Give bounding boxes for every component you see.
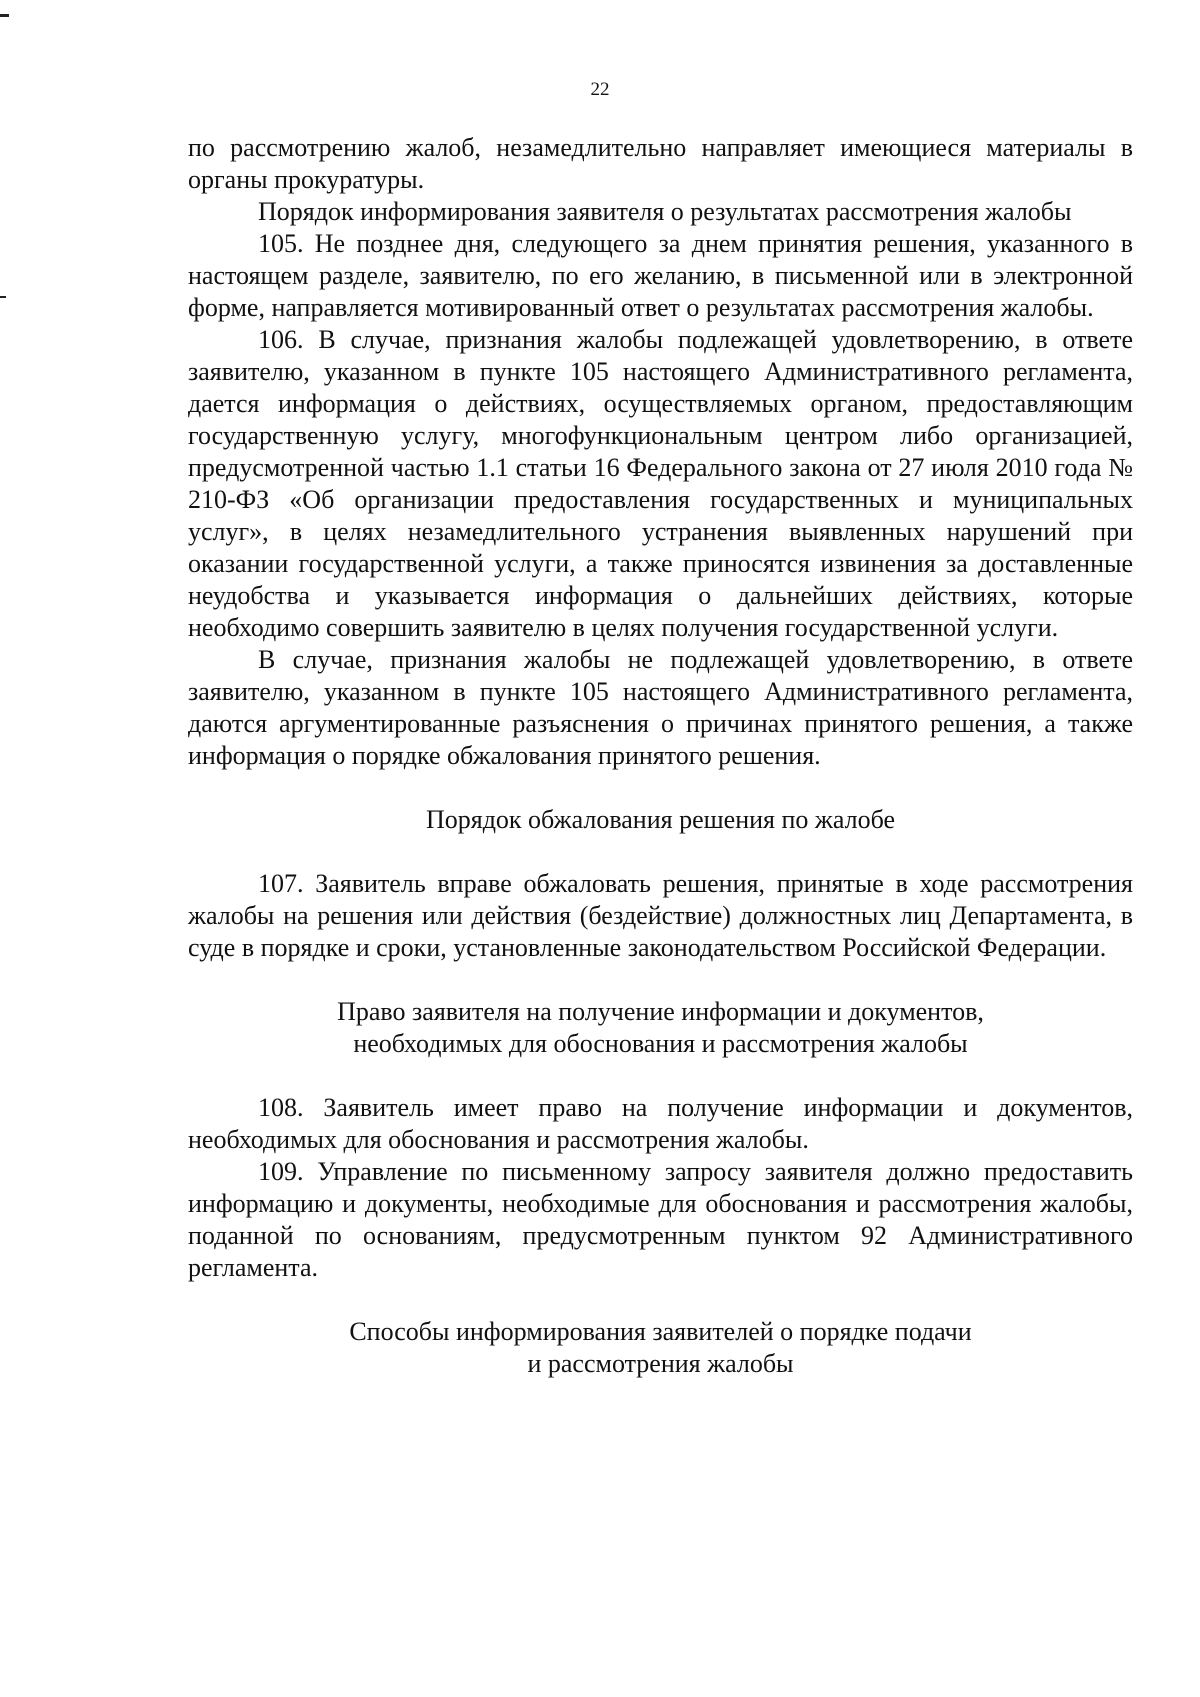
- section-heading-rights: [188, 996, 1133, 1060]
- paragraph-108: 108. Заявитель имеет право на получение информации и документов, необходимых для обоснования и рассмотрения жалобы.: [188, 1093, 1133, 1154]
- paragraph-106-rejection: В случае, признания жалобы не подлежащей удовлетворению, в ответе заявителю, указанном в пункте 105 настоящего Административного регламента, даются аргументированные разъяснения о причинах принятого решения, а также информация о порядке обжалования принятого решения.: [188, 645, 1133, 770]
- section-heading-methods-line-1: Способы информирования заявителей о порядке подачи: [349, 1317, 972, 1346]
- section-heading-rights-line-1: Право заявителя на получение информации и документов,: [337, 997, 984, 1026]
- scan-mark-top: [0, 14, 9, 17]
- document-body: [188, 132, 1133, 1380]
- paragraph-106: 106. В случае, признания жалобы подлежащей удовлетворению, в ответе заявителю, указанном в пункте 105 настоящего Административного регламента, дается информация о действиях, осуществляемых органом, предоставляющим государственную услугу, многофункциональным центром либо организацией, предусмотренной частью 1.1 статьи 16 Федерального закона от 27 июля 2010 года № 210-ФЗ «Об организации предоставления государственных и муниципальных услуг», в целях незамедлительного устранения выявленных нарушений при оказании государственной услуги, а также приносятся извинения за доставленные неудобства и указывается информация о дальнейших действиях, которые необходимо совершить заявителю в целях получения государственной услуги.: [188, 325, 1133, 642]
- scan-mark-left: [0, 296, 6, 298]
- section-heading-methods-line-2: и рассмотрения жалобы: [527, 1349, 794, 1378]
- section-heading-methods: [188, 1316, 1133, 1380]
- paragraph-continuation: по рассмотрению жалоб, незамедлительно направляет имеющиеся материалы в органы прокуратуры.: [188, 133, 1133, 194]
- section-heading-informing: Порядок информирования заявителя о результатах рассмотрения жалобы: [258, 197, 1072, 226]
- paragraph-105: 105. Не позднее дня, следующего за днем принятия решения, указанного в настоящем разделе, заявителю, по его желанию, в письменной или в электронной форме, направляется мотивированный ответ о результатах рассмотрения жалобы.: [188, 229, 1133, 322]
- section-heading-rights-line-2: необходимых для обоснования и рассмотрения жалобы: [353, 1029, 968, 1058]
- paragraph-109: 109. Управление по письменному запросу заявителя должно предоставить информацию и документы, необходимые для обоснования и рассмотрения жалобы, поданной по основаниям, предусмотренным пунктом 92 Административного регламента.: [188, 1157, 1133, 1282]
- section-heading-appeal: Порядок обжалования решения по жалобе: [425, 805, 896, 834]
- page-number: 22: [590, 79, 610, 100]
- paragraph-107: 107. Заявитель вправе обжаловать решения, принятые в ходе рассмотрения жалобы на решения или действия (бездействие) должностных лиц Департамента, в суде в порядке и сроки, установленные законодательством Российской Федерации.: [188, 869, 1133, 962]
